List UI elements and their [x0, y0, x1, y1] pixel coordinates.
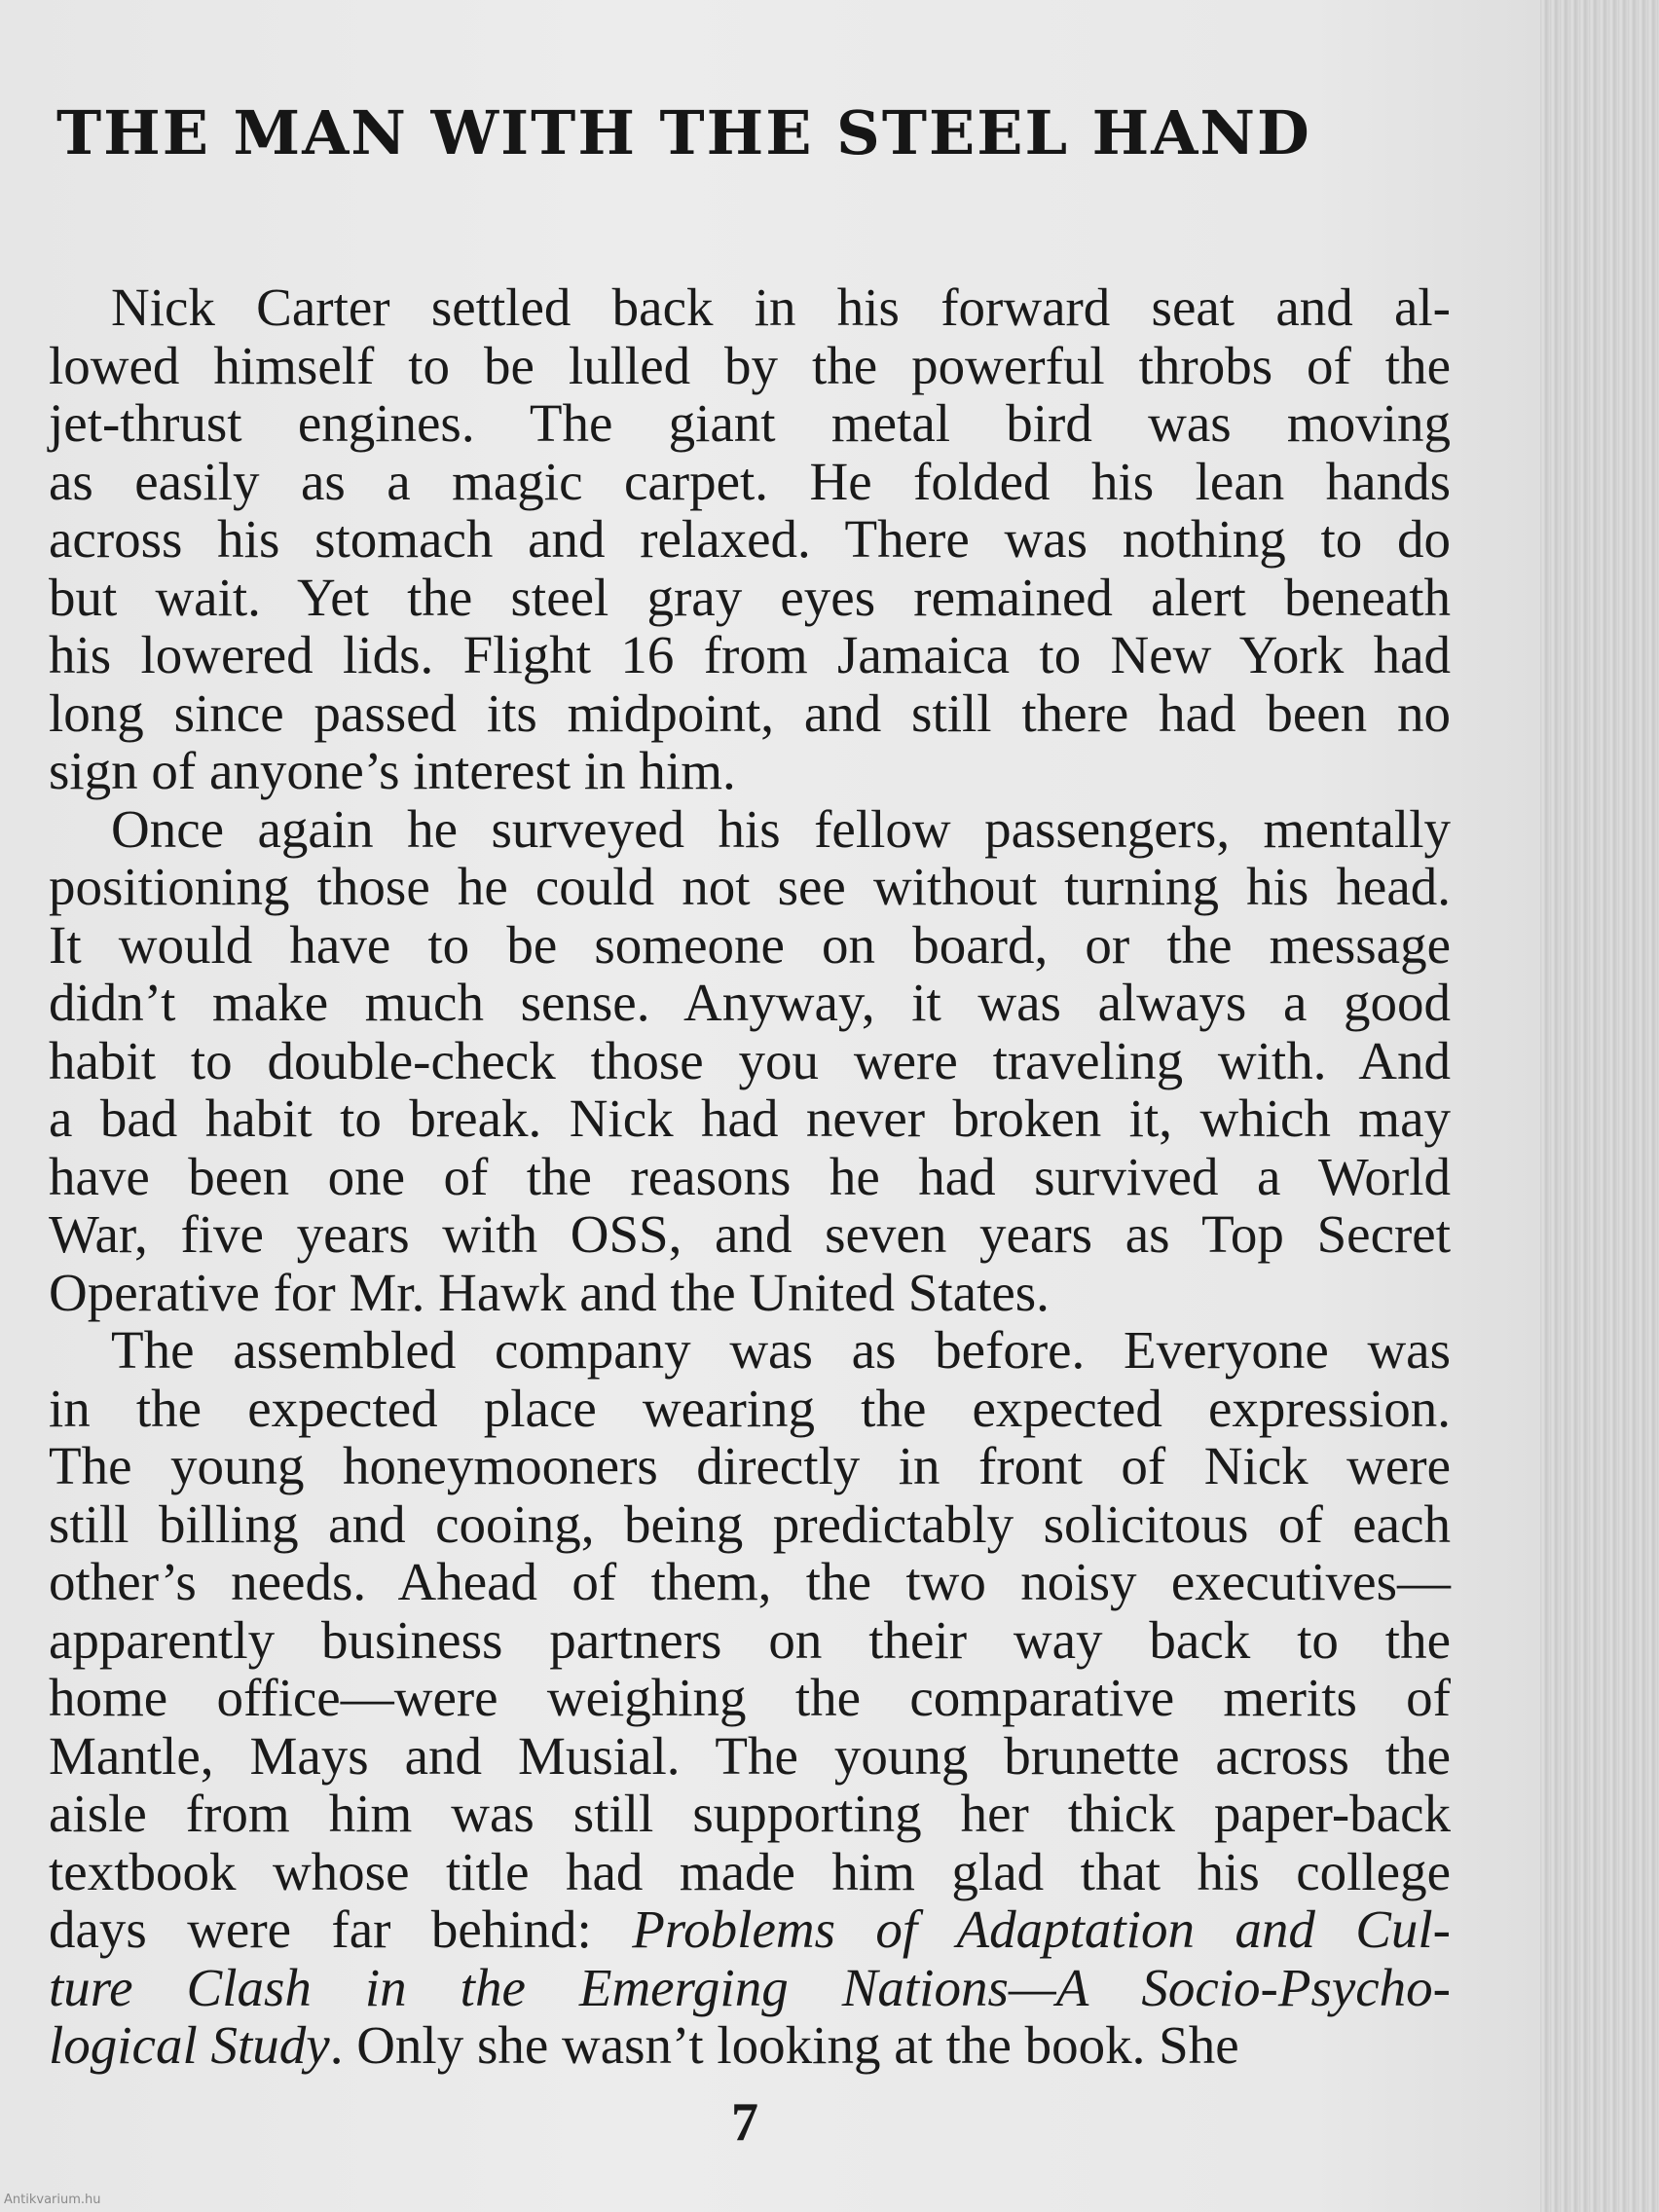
line-text: Operative for Mr. Hawk and the United States.	[49, 1262, 1050, 1322]
line-text: apparently business partners on their way back to the	[49, 1609, 1451, 1670]
text-line	[49, 1032, 1451, 1090]
text-line	[49, 974, 1451, 1032]
text-line	[49, 1900, 1451, 1959]
text-line	[49, 1089, 1451, 1148]
line-text: It would have to be someone on board, or the message	[49, 914, 1451, 975]
line-text: jet-thrust engines. The giant metal bird was moving	[49, 393, 1451, 453]
text-line	[49, 858, 1451, 916]
line-text: sign of anyone’s interest in him.	[49, 741, 736, 800]
text-line	[49, 1148, 1451, 1206]
text-line	[49, 916, 1451, 975]
text-line	[49, 1959, 1451, 2017]
line-text: a bad habit to break. Nick had never broken it, which may	[49, 1088, 1451, 1148]
line-text: habit to double-check those you were traveling with. And	[49, 1030, 1451, 1090]
line-text: as easily as a magic carpet. He folded his lean hands	[49, 451, 1451, 511]
text-line	[49, 510, 1451, 569]
text-line	[49, 1495, 1451, 1554]
book-title-italic: Problems of Adaptation and Cul-	[632, 1899, 1451, 1959]
text-line	[49, 684, 1451, 743]
text-line	[49, 1611, 1451, 1670]
text-line	[49, 800, 1451, 859]
text-line	[49, 1843, 1451, 1901]
text-line	[49, 626, 1451, 684]
watermark: Antikvarium.hu	[4, 2193, 101, 2207]
text-line	[49, 1264, 1451, 1322]
book-title-italic: ture Clash in the Emerging Nations—A Socio-Psycho-	[49, 1957, 1451, 2017]
text-line	[49, 394, 1451, 453]
text-line	[49, 742, 1451, 800]
text-line	[49, 569, 1451, 627]
line-text: in the expected place wearing the expected expression.	[49, 1378, 1451, 1438]
text-line	[49, 1785, 1451, 1843]
text-line	[49, 453, 1451, 511]
text-line	[49, 1321, 1451, 1380]
line-text: long since passed its midpoint, and still there had been no	[49, 682, 1451, 743]
book-title-italic: logical Study	[49, 2015, 330, 2075]
line-text: didn’t make much sense. Anyway, it was always a good	[49, 973, 1451, 1032]
line-text: his lowered lids. Flight 16 from Jamaica to New York had	[49, 625, 1451, 684]
line-text: positioning those he could not see without turning his head.	[49, 857, 1451, 916]
text-line	[49, 278, 1451, 337]
line-text: have been one of the reasons he had survived a World	[49, 1146, 1451, 1206]
line-text: days were far behind:	[49, 1899, 633, 1959]
body-text	[49, 278, 1451, 2075]
line-text: aisle from him was still supporting her thick paper-back	[49, 1784, 1451, 1843]
line-text: Mantle, Mays and Musial. The young brunette across the	[49, 1725, 1451, 1786]
text-line	[49, 1727, 1451, 1786]
text-line	[49, 1205, 1451, 1264]
line-text: Nick Carter settled back in his forward seat and al-	[111, 277, 1451, 337]
text-line	[49, 1437, 1451, 1495]
text-line	[49, 337, 1451, 395]
line-text: across his stomach and relaxed. There was nothing to do	[49, 509, 1451, 569]
line-text: . Only she wasn’t looking at the book. She	[329, 2015, 1239, 2075]
page-number: 7	[731, 2092, 758, 2153]
line-text: Once again he surveyed his fellow passengers, mentally	[111, 798, 1451, 859]
line-text: other’s needs. Ahead of them, the two noisy executives—	[49, 1552, 1451, 1611]
page-edge-stack	[1540, 0, 1659, 2212]
text-line	[49, 1553, 1451, 1611]
text-line	[49, 1380, 1451, 1438]
line-text: lowed himself to be lulled by the powerful throbs of the	[49, 335, 1451, 395]
chapter-title: THE MAN WITH THE STEEL HAND	[56, 97, 1311, 168]
text-line	[49, 1669, 1451, 1727]
line-text: The young honeymooners directly in front of Nick were	[49, 1436, 1451, 1495]
line-text: The assembled company was as before. Everyone was	[111, 1320, 1451, 1380]
text-line	[49, 2016, 1451, 2075]
line-text: still billing and cooing, being predictably solicitous of each	[49, 1493, 1451, 1554]
line-text: textbook whose title had made him glad that his college	[49, 1841, 1451, 1901]
line-text: home office—were weighing the comparative merits of	[49, 1668, 1451, 1727]
line-text: but wait. Yet the steel gray eyes remained alert beneath	[49, 567, 1451, 627]
line-text: War, five years with OSS, and seven years as Top Secret	[49, 1204, 1451, 1264]
